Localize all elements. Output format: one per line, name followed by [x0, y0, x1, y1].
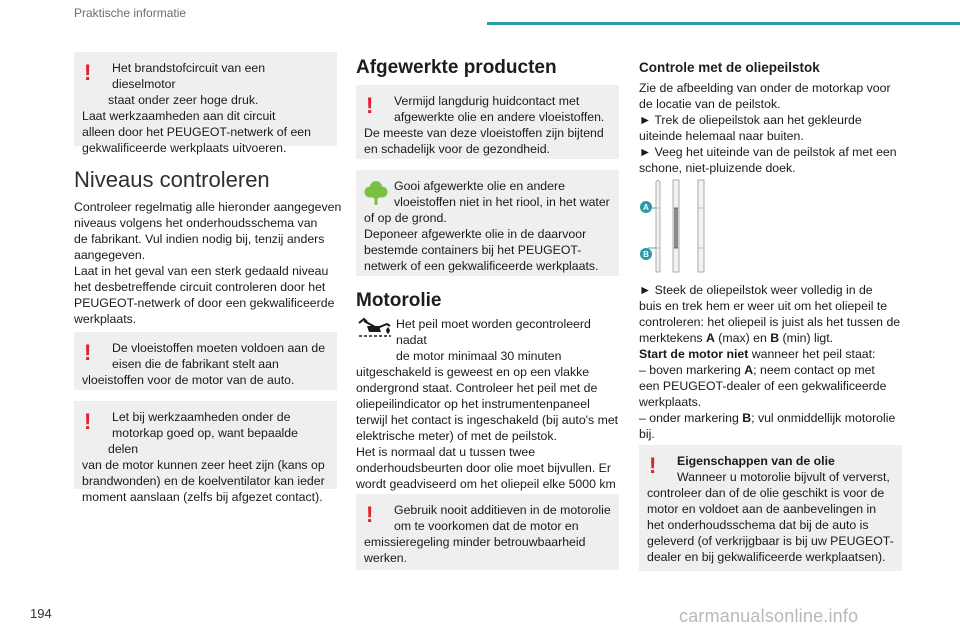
section-title-niveaus: Niveaus controleren	[74, 167, 270, 192]
warning-icon: !	[84, 60, 92, 85]
warning-skin-box: ! Vermijd langdurig huidcontact met afgewerkte olie en andere vloeistoffen. De meeste van deze vloeistoffen zijn bijtend en schadelijk voor de gezondheid.	[356, 85, 619, 159]
section-title-peilstok: Controle met de oliepeilstok	[639, 60, 820, 75]
warning-oil-props-box: ! Eigenschappen van de olie Wanneer u motorolie bijvult of ververst, controleer dan of de olie geschikt is voor de motor en voldoet aan de aanbevelingen in het onderhoudsschema dat bij de auto is geleverd (of verkrijgbaar is bij uw PEUGEOT- dealer en bij gekwalificeerde werkplaatsen).	[639, 445, 902, 571]
warning-text: gekwalificeerde werkplaats uitvoeren.	[82, 141, 287, 155]
warning-additives-box: ! Gebruik nooit additieven in de motorolie om te voorkomen dat de motor en emissieregeling minder betrouwbaarheid werken.	[356, 494, 619, 570]
warning-hood-box: ! Let bij werkzaamheden onder de motorkap goed op, want bepaalde delen van de motor kunnen zeer heet zijn (kans op brandwonden) en de koelventilator kan ieder moment aanslaan (zelfs bij afgezet contact).	[74, 401, 337, 489]
warning-text: alleen door het PEUGEOT-netwerk of een	[82, 125, 311, 139]
motorolie-text: Het peil moet worden gecontroleerd nadat de motor minimaal 30 minuten uitgeschakeld is geweest en op een vlakke ondergrond staat. Controleer het peil met de oliepeilindicator op het instrumentenpaneel terwijl het contact is ingeschakeld (bij auto's met elektrische meter) of met de peilstok. Het is normaal dat u tussen twee onderhoudsbeurten door olie moet bijvullen. Er wordt geadviseerd om het oliepeil elke 5000 km	[356, 317, 619, 491]
section-title-motorolie: Motorolie	[356, 290, 442, 311]
header-accent-bar	[487, 22, 960, 25]
niveaus-intro: Controleer regelmatig alle hieronder aangegeven niveaus volgens het onderhoudsschema van de fabrikant. Vul indien nodig bij, tenzij anders aangegeven. Laat in het geval van een sterk gedaald niveau het desbetreffende circuit controleren door het PEUGEOT-netwerk of door een gekwalificeerde werkplaats.	[74, 200, 342, 326]
peilstok-intro: Zie de afbeelding van onder de motorkap voor de locatie van de peilstok. ► Trek de oliepeilstok aan het gekleurde uiteinde helemaal naar buiten. ► Veeg het uiteinde van de peilstok af met een schone, niet-pluizende doek.	[639, 81, 897, 175]
watermark: carmanualsonline.info	[679, 606, 859, 626]
warning-icon: !	[84, 409, 92, 434]
running-header: Praktische informatie	[74, 6, 187, 20]
eco-note-box: Gooi afgewerkte olie en andere vloeistoffen niet in het riool, in het water of op de grond. Deponeer afgewerkte olie in de daarvoor bestemde containers bij het PEUGEOT- netwerk of een gekwalificeerde werkplaats.	[356, 170, 619, 276]
warning-icon: !	[366, 93, 374, 118]
warning-fluids-box: ! De vloeistoffen moeten voldoen aan de eisen die de fabrikant stelt aan vloeistoffen voor de motor van de auto.	[74, 332, 337, 390]
warning-icon: !	[366, 502, 374, 527]
page-number: 194	[30, 606, 52, 621]
marker-a-label: A	[643, 203, 649, 212]
warning-diesel-box	[74, 52, 337, 155]
tree-icon	[364, 178, 388, 206]
dipstick-illustration	[638, 178, 718, 274]
marker-b-label: B	[643, 250, 649, 259]
warning-icon: !	[84, 340, 92, 365]
warning-text: Het brandstofcircuit van een dieselmotor staat onder zeer hoge druk.	[108, 61, 266, 107]
warning-text: Laat werkzaamheden aan dit circuit	[82, 109, 276, 123]
warning-icon: !	[649, 453, 657, 478]
peilstok-steps: ► Steek de oliepeilstok weer volledig in de buis en trek hem er weer uit om het oliepeil te controleren: het oliepeil is juist als het tussen de merktekens A (max) en B (min) ligt. Start de motor niet wanneer het peil staat: – boven markering A; neem contact op met een PEUGEOT-dealer of een gekwalificeerde werkplaats. – onder markering B; vul onmiddellijk motorolie bij.	[639, 283, 901, 441]
section-title-afgewerkte: Afgewerkte producten	[356, 57, 557, 78]
